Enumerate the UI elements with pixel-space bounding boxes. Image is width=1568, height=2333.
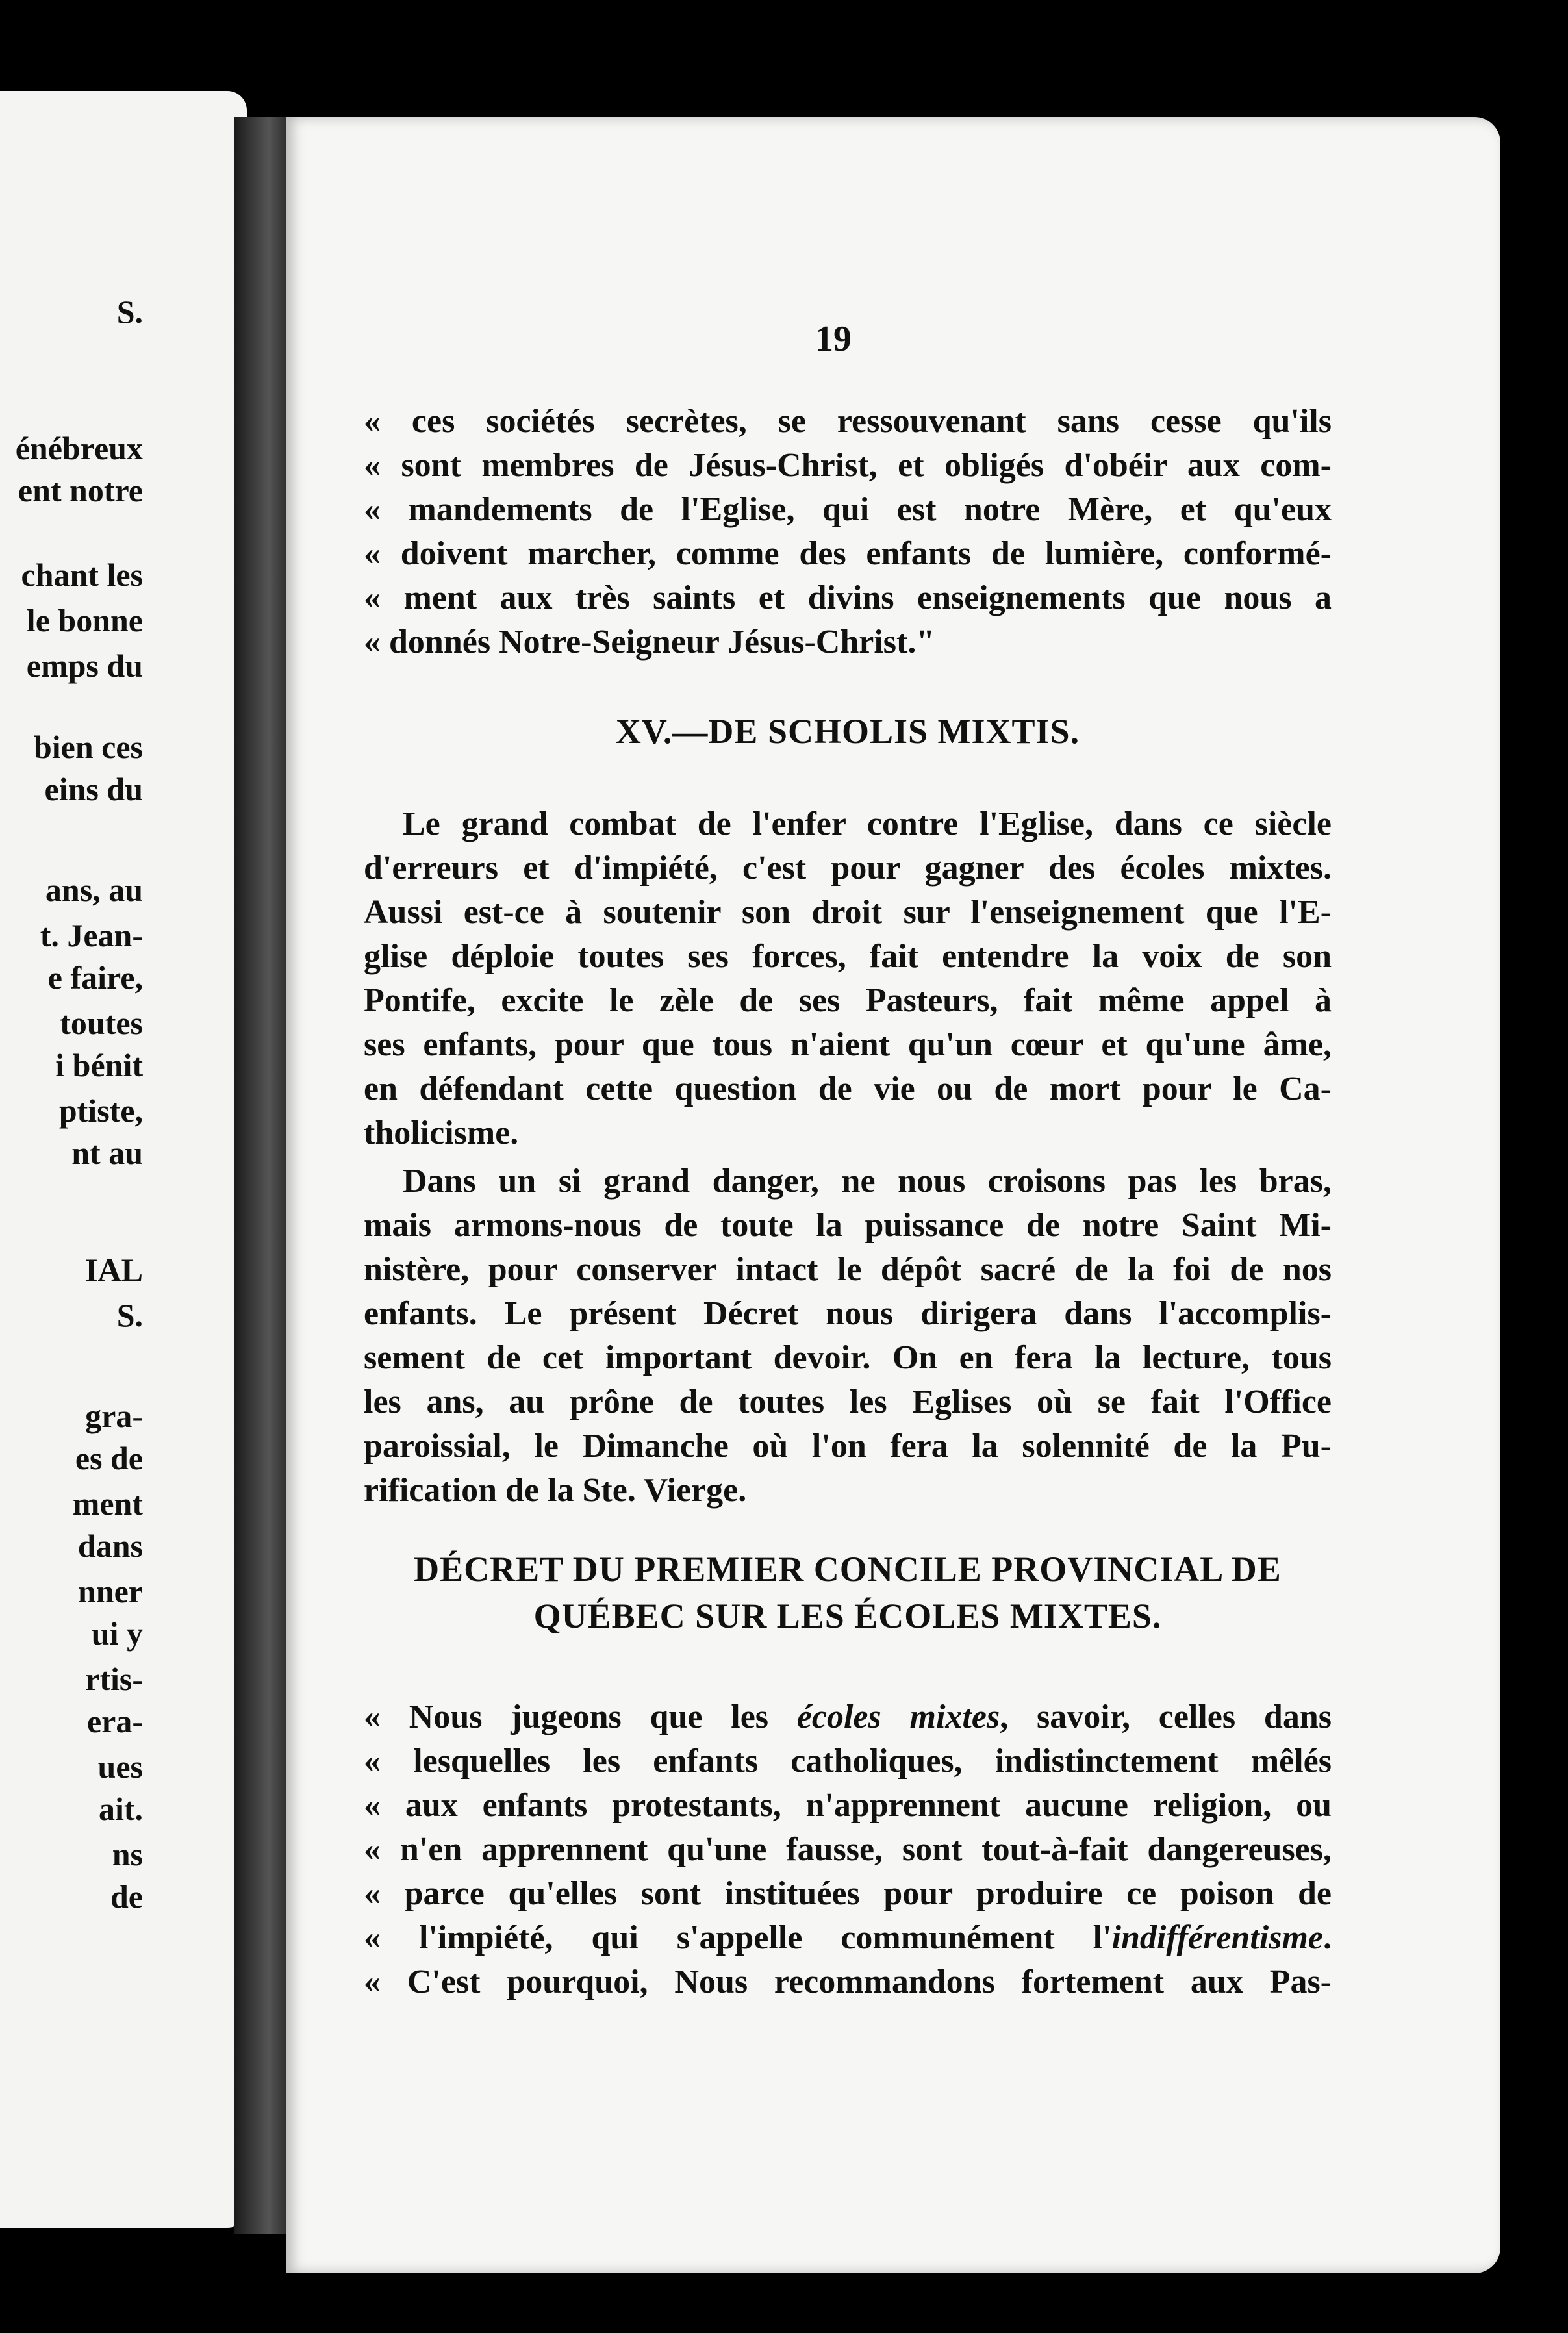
decree-heading [364,1546,1332,1639]
left-page-line: S. [116,294,143,330]
intro-quote-line: « doivent marcher, comme des enfants de lumière, conformé- [364,535,1332,572]
left-page-line: ptiste, [58,1092,143,1129]
paragraph-line: enfants. Le présent Décret nous dirigera dans l'accomplis- [364,1295,1332,1332]
paragraph-line: Dans un si grand danger, ne nous croisons pas les bras, [403,1163,1332,1200]
paragraph-2 [364,1159,1332,1513]
left-page-line: ues [97,1748,143,1785]
left-page-line: dans [77,1528,143,1564]
left-page-line: IAL [85,1252,143,1288]
paragraph-line: Le grand combat de l'enfer contre l'Eglise, dans ce siècle [403,805,1332,842]
paragraph-line: nistère, pour conserver intact le dépôt sacré de la foi de nos [364,1251,1332,1288]
left-page-line: ment [72,1485,143,1522]
left-page-line: i bénit [55,1047,143,1083]
decree-quote [364,1695,1332,2004]
paragraph-line: sement de cet important devoir. On en fera la lecture, tous [364,1339,1332,1376]
left-page-line: bien ces [33,729,143,765]
paragraph-line: d'erreurs et d'impiété, c'est pour gagner des écoles mixtes. [364,850,1332,887]
left-page-line: le bonne [26,602,143,638]
paragraph-line: rification de la Ste. Vierge. [364,1472,747,1509]
left-page-line: ui y [91,1615,143,1652]
paragraph-line: les ans, au prône de toutes les Eglises où se fait l'Office [364,1383,1332,1420]
intro-quote-line: « sont membres de Jésus-Christ, et obligés d'obéir aux com- [364,447,1332,484]
left-page-line: nner [78,1573,143,1609]
decree-quote-line: « l'impiété, qui s'appelle communément l'indifférentisme. [364,1919,1332,1956]
left-page-line: ait. [98,1791,143,1827]
paragraph-line: glise déploie toutes ses forces, fait entendre la voix de son [364,938,1332,975]
paragraph-line: Pontife, excite le zèle de ses Pasteurs, fait même appel à [364,982,1332,1019]
decree-quote-line: « C'est pourquoi, Nous recommandons fortement aux Pas- [364,1963,1332,2000]
paragraph-line: ses enfants, pour que tous n'aient qu'un cœur et qu'une âme, [364,1026,1332,1063]
decree-quote-line: « parce qu'elles sont instituées pour produire ce poison de [364,1875,1332,1912]
left-page-line: chant les [21,557,143,593]
paragraph-line: en défendant cette question de vie ou de mort pour le Ca- [364,1070,1332,1107]
paragraph-1 [364,802,1332,1155]
intro-quote-line: « donnés Notre-Seigneur Jésus-Christ." [364,624,935,661]
intro-quote [364,399,1332,664]
left-page-line: era- [86,1703,143,1739]
left-page-line: gra- [85,1398,143,1434]
intro-quote-line: « ces sociétés secrètes, se ressouvenant sans cesse qu'ils [364,403,1332,440]
decree-quote-line: « aux enfants protestants, n'apprennent aucune religion, ou [364,1787,1332,1824]
left-page-line: de [110,1878,143,1915]
left-page-line: es de [75,1440,143,1476]
left-page-line: rtis- [85,1661,143,1697]
decree-heading-line: DÉCRET DU PREMIER CONCILE PROVINCIAL DE [414,1550,1282,1589]
intro-quote-line: « mandements de l'Eglise, qui est notre Mère, et qu'eux [364,491,1332,528]
decree-heading-line: QUÉBEC SUR LES ÉCOLES MIXTES. [533,1596,1162,1635]
left-page-fragment [0,91,247,2228]
left-page-line: nt au [71,1135,143,1171]
decree-quote-line: « n'en apprennent qu'une fausse, sont tout-à-fait dangereuses, [364,1831,1332,1868]
left-page-line: toutes [60,1005,143,1041]
paragraph-line: tholicisme. [364,1115,519,1152]
left-page-line: e faire, [47,959,143,996]
left-page-line: ent notre [18,472,143,509]
decree-quote-line: « Nous jugeons que les écoles mixtes, savoir, celles dans [364,1698,1332,1735]
page-number: 19 [815,319,852,359]
paragraph-line: paroissial, le Dimanche où l'on fera la solennité de la Pu- [364,1428,1332,1465]
paragraph-line: Aussi est-ce à soutenir son droit sur l'enseignement que l'E- [364,894,1332,931]
left-page-line: eins du [44,771,143,807]
left-page-line: ns [112,1836,143,1873]
intro-quote-line: « ment aux très saints et divins enseignements que nous a [364,579,1332,616]
left-page-line: S. [116,1297,143,1333]
book-gutter [234,117,292,2234]
decree-quote-line: « lesquelles les enfants catholiques, indistinctement mêlés [364,1743,1332,1780]
left-page-line: ans, au [45,872,143,908]
paragraph-line: mais armons-nous de toute la puissance de notre Saint Mi- [364,1207,1332,1244]
left-page-line: t. Jean- [40,917,143,953]
left-page-line: énébreux [15,430,143,466]
section-heading: XV.—DE SCHOLIS MIXTIS. [615,712,1080,751]
left-page-line: emps du [26,648,143,684]
